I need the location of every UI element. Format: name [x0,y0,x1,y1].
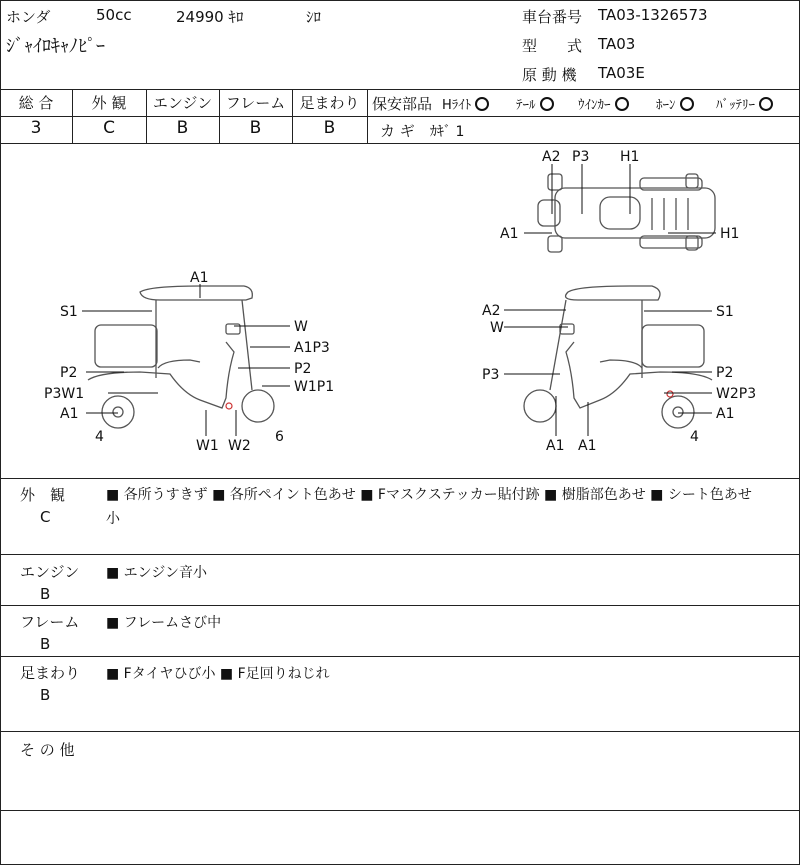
damage-mark-icon [667,391,673,397]
mileage: 24990 ｷﾛ [176,8,244,26]
label-left-a1b: A1 [60,406,79,422]
label-left-s1: S1 [60,304,78,320]
label-right-s1: S1 [716,304,734,320]
ok-mark-icon [615,97,629,111]
remark-text-frame: ■ フレームさび中 [106,615,222,631]
frame-no: TA03-1326573 [598,6,708,24]
remark-category-suspension: 足まわり [20,664,81,682]
grade-label-suspension: 足まわり [299,94,360,112]
label-left-4: 4 [95,429,104,445]
label-top-h1: H1 [620,149,640,165]
label-left-p2b: P2 [294,361,312,377]
label-left-p3w1: P3W1 [44,386,85,402]
remark-grade-engine: B [40,585,51,603]
remark-category-other: そ の 他 [20,741,75,759]
engine-code: TA03E [598,64,645,82]
divider [367,89,368,143]
label-top-a2: A2 [542,149,561,165]
remark-text-exterior: ■ 各所うすきず ■ 各所ペイント色あせ ■ Fマスクステッカー貼付跡 ■ 樹脂部色あせ ■ シート色あせ [106,487,752,503]
damage-mark-icon [226,403,232,409]
label-right-a2: A2 [482,303,501,319]
label-left-a1p3: A1P3 [294,340,330,356]
ok-mark-icon [475,97,489,111]
remark-grade-suspension: B [40,686,51,704]
divider [368,116,800,117]
label-top-a1: A1 [500,226,519,242]
remark-category-engine: エンジン [20,563,80,581]
grade-label-exterior: 外 観 [91,94,127,112]
right-side-scooter [524,286,712,428]
label-right-w: W [490,320,504,336]
model-label: 型 式 [522,37,583,55]
left-side-scooter [88,286,274,428]
safety-horn: ﾎｰﾝ [656,94,694,113]
label-right-a1c: A1 [578,438,597,454]
model-name: ｼﾞｬｲﾛｷｬﾉﾋﾟｰ [6,36,105,57]
remark-grade-frame: B [40,635,51,653]
safety-headlight: Hﾗｲﾄ [442,94,489,113]
grade-label-engine: エンジン [152,94,213,112]
label-right-a1b: A1 [546,438,565,454]
grade-label-overall: 総 合 [18,94,54,112]
grade-exterior: C [103,118,115,138]
label-left-w1p1: W1P1 [294,379,335,395]
top-view-scooter [538,174,715,252]
model-code: TA03 [598,35,636,53]
grade-frame: B [249,118,262,138]
divider [0,554,800,555]
key-label: カ ギ [380,122,415,140]
label-right-p3: P3 [482,367,500,383]
label-left-6: 6 [275,429,284,445]
divider [0,605,800,606]
ok-mark-icon [680,97,694,111]
label-left-a1: A1 [190,270,209,286]
grade-label-frame: フレーム [225,94,286,112]
divider [0,116,368,117]
remark-category-frame: フレーム [20,613,80,631]
remark-text-suspension: ■ Fタイヤひび小 ■ F足回りねじれ [106,666,330,682]
label-left-w1: W1 [196,438,219,454]
maker: ホンダ [6,8,51,26]
label-left-w: W [294,319,308,335]
frame-no-label: 車台番号 [522,8,583,26]
safety-battery: ﾊﾞｯﾃﾘｰ [716,94,773,113]
divider [0,478,800,479]
displacement: 50cc [96,6,132,24]
remark-text-exterior-cont: 小 [106,511,120,527]
remark-text-engine: ■ エンジン音小 [106,565,207,581]
label-top-p3: P3 [572,149,590,165]
remark-grade-exterior: C [40,508,51,526]
ok-mark-icon [540,97,554,111]
divider [0,810,800,811]
safety-label: 保安部品 [372,95,433,113]
label-left-p2: P2 [60,365,78,381]
damage-diagram [0,144,800,478]
remark-category-exterior: 外 観 [20,486,66,504]
label-top-h1b: H1 [720,226,740,242]
engine-label: 原 動 機 [522,66,577,84]
grade-suspension: B [323,118,336,138]
divider [0,656,800,657]
label-right-p2: P2 [716,365,734,381]
safety-tail: ﾃｰﾙ [516,94,554,113]
divider [0,731,800,732]
label-right-a1: A1 [716,406,735,422]
color: ｼﾛ [306,8,322,26]
label-right-w2p3: W2P3 [716,386,757,402]
label-right-4: 4 [690,429,699,445]
grade-overall: 3 [30,118,42,138]
key-value: ｶｷﾞ 1 [430,124,465,140]
divider [0,89,800,90]
ok-mark-icon [759,97,773,111]
grade-engine: B [176,118,189,138]
label-left-w2: W2 [228,438,251,454]
safety-winker: ｳｲﾝｶｰ [578,94,629,113]
